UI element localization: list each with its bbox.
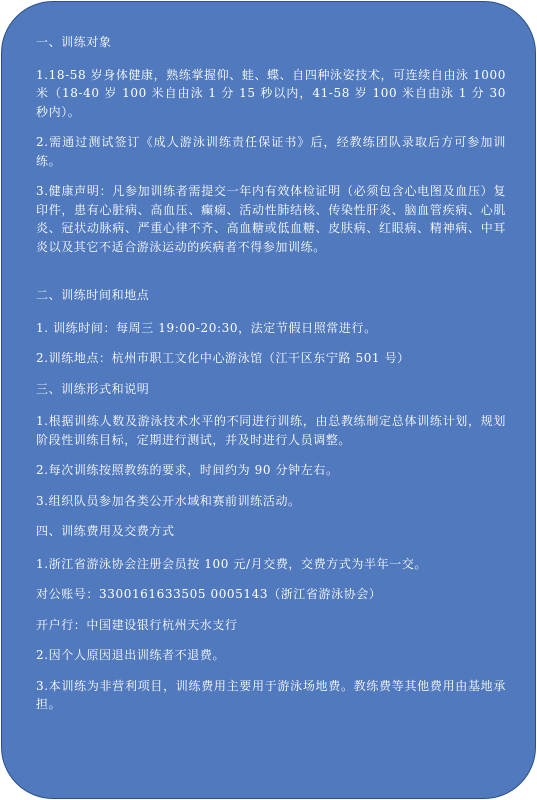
training-time: 1. 训练时间：每周三 19:00-20:30，法定节假日照常进行。 [36, 320, 377, 335]
section-heading-time-location: 二、训练时间和地点 [36, 288, 150, 302]
target-item-2: 2.需通过测试签订《成人游泳训练责任保证书》后，经教练团队录取后方可参加训练。 [36, 135, 506, 168]
section-heading-fees: 四、训练费用及交费方式 [36, 524, 175, 538]
format-item-1: 1.根据训练人数及游泳技术水平的不同进行训练，由总教练制定总体训练计划，规划阶段性训练目标，定期进行测试，并及时进行人员调整。 [36, 414, 506, 447]
target-item-1: 1.18-58 岁身体健康，熟练掌握仰、蛙、蝶、自四种泳姿技术，可连续自由泳 1000 米（18-40 岁 100 米自由泳 1 分 15 秒以内，41-58 岁 100 米自由泳 1 分 30 秒内）。 [36, 67, 507, 119]
bank-account-number: 对公账号：3300161633505 0005143（浙江省游泳协会） [36, 587, 382, 601]
target-item-3-health: 3.健康声明：凡参加训练者需提交一年内有效体检证明（必须包含心电图及血压）复印件，患有心脏病、高血压、癫痫、活动性肺结核、传染性肝炎、脑血管疾病、心肌炎、冠状动脉病、严重心律不齐、高血糖或低血糖、皮肤病、红眼病、精神病、中耳炎以及其它不适合游泳运动的疾病者不得参加训练。 [36, 184, 506, 254]
notice-card [1, 1, 536, 799]
fee-item-2: 2.因个人原因退出训练者不退费。 [36, 648, 226, 662]
training-location: 2.训练地点：杭州市职工文化中心游泳馆（江干区东宁路 501 号） [36, 351, 410, 365]
section-spacer [36, 268, 506, 286]
fee-item-1: 1.浙江省游泳协会注册会员按 100 元/月交费，交费方式为半年一交。 [36, 556, 428, 571]
format-item-2: 2.每次训练按照教练的要求，时间约为 90 分钟左右。 [36, 463, 339, 477]
section-heading-training-target: 一、训练对象 [36, 35, 112, 49]
bank-branch: 开户行：中国建设银行杭州天水支行 [36, 617, 238, 632]
fee-item-3: 3.本训练为非营利项目，训练费用主要用于游泳场地费。教练费等其他费用由基地承担。 [36, 678, 506, 711]
notice-content [36, 33, 506, 726]
format-item-3: 3.组织队员参加各类公开水域和赛前训练活动。 [36, 493, 301, 508]
section-heading-format: 三、训练形式和说明 [36, 381, 150, 396]
